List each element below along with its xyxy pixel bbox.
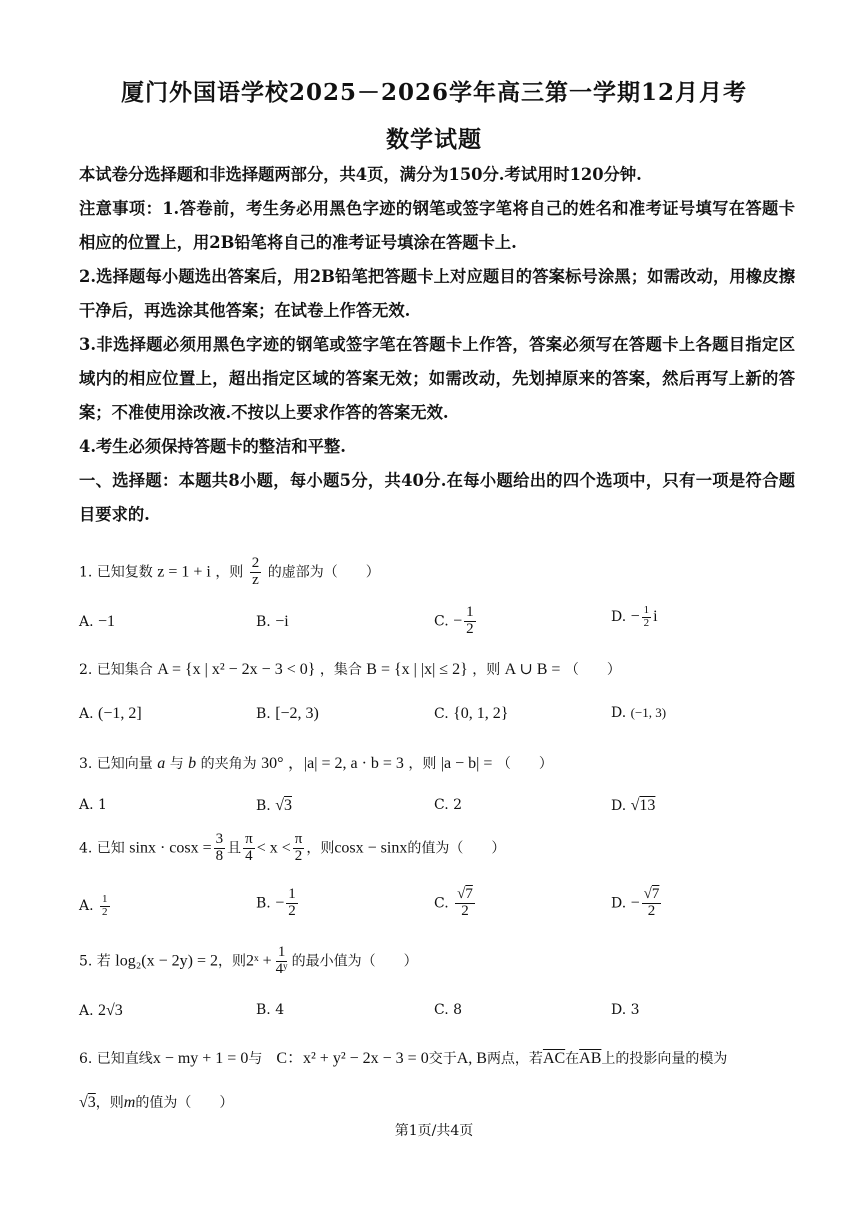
page-footer: 第1页/共4页 [394,1123,474,1139]
q2-set-b: B = {x | |x| ≤ 2} [366,661,468,678]
intro-note-1: 注意事项：1.答卷前，考生务必用黑色字迹的钢笔或签字笔将自己的姓名和准考证号填写在答题卡相应的位置上，用2B铅笔将自己的准考证号填涂在答题卡上. [79,199,795,252]
question-6-continued: √3，则m的值为（ ） [79,1094,234,1111]
exam-title: 厦门外国语学校2025－2026学年高三第一学期12月月考 [120,79,748,106]
question-3: 3. 已知向量 a 与 b 的夹角为 30° ，|a| = 2, a · b = 3 ，则 |a − b| = （ ） [79,755,553,772]
q6-vector-ab: $\overline{AB}$ [579,1050,602,1067]
q4-option-a: A. $\frac{1}{2}$ [79,893,108,918]
q4-option-c: C. $\frac{√7}{2}$ [434,886,473,919]
exam-subtitle: 数学试题 [386,126,482,153]
q1-stem-post: 的虚部为（ ） [267,564,380,581]
q2-option-a: A. (−1, 2] [79,705,142,722]
q3-option-b: B. √3 [256,797,292,814]
intro-note-2: 2.选择题每小题选出答案后，用2B铅笔把答题卡上对应题目的答案标号涂黑；如需改动，用橡皮擦干净后，再选涂其他答案；在试卷上作答无效. [79,267,795,320]
q5-option-a: A. 2√3 [79,1002,123,1019]
q1-option-a: A. −1 [79,613,116,630]
q5-option-c: C. 8 [434,1002,463,1018]
q1-stem-mid: ，则 [215,564,244,581]
q3-option-a: A. 1 [79,797,107,813]
q1-stem-pre: 1. 已知复数 [79,564,153,581]
q5-option-d: D. 3 [611,1002,640,1018]
question-1 [79,556,380,589]
q1-option-d: D. − $\frac{1}{2}$ i [611,604,658,629]
q5-option-b: B. 4 [256,1002,285,1018]
q4-option-d: D. − $\frac{√7}{2}$ [611,886,660,919]
intro-overview: 本试卷分选择题和非选择题两部分，共4页，满分为150分.考试用时120分钟. [79,165,642,184]
q3-vector-a: a [157,755,166,772]
q3-option-c: C. 2 [434,797,463,813]
q1-fraction: $\frac{2}{z}$ [251,555,260,588]
q4-option-b: B. − $\frac{1}{2}$ [256,886,296,919]
q3-vector-b: b [188,755,197,772]
question-6: 6. 已知直线x − my + 1 = 0与 C：x² + y² − 2x − 3 = 0交于A, B两点，若$\overline{AC}$在$\overline{AB}$上的投影向量的模为 [79,1050,728,1067]
q3-option-d: D. √13 [611,797,656,814]
q1-expr: z = 1 + i [157,563,211,581]
q2-option-d: D. (−1, 3) [611,705,667,721]
question-2: 2. 已知集合 A = {x | x² − 2x − 3 < 0} ，集合 B = {x | |x| ≤ 2} ，则 A ∪ B = （ ） [79,661,621,678]
q2-option-b: B. [−2, 3) [256,705,319,722]
q1-option-c: C. − $\frac{1}{2}$ [434,604,474,637]
q6-vector-ac: $\overline{AC}$ [542,1050,566,1067]
question-5: 5. 若 log₂(x − 2y) = 2，则2ˣ + $\frac{1}{\text{4ʸ}}$ 的最小值为（ ） [79,944,418,977]
q2-option-c: C. {0, 1, 2} [434,705,509,722]
intro-note-3: 3.非选择题必须用黑色字迹的钢笔或签字笔在答题卡上作答，答案必须写在答题卡上各题目指定区域内的相应位置上，超出指定区域的答案无效；如需改动，先划掉原来的答案，然后再写上新的答案；不准使用涂改液.不按以上要求作答的答案无效. [79,335,795,422]
q1-option-b: B. −i [256,613,289,630]
intro-note-4: 4.考生必须保持答题卡的整洁和平整. [79,437,346,456]
question-4: 4. 已知 sinx · cosx = $\frac{3}{8}$ 且 $\frac{\pi}{4}$ < x < $\frac{\pi}{2}$ ，则cosx − sinx的值为（ ） [79,831,506,864]
section-1-heading: 一、选择题：本题共8小题，每小题5分，共40分.在每小题给出的四个选项中，只有一项是符合题目要求的. [79,471,795,524]
q2-set-a: A = {x | x² − 2x − 3 < 0} [157,661,316,678]
